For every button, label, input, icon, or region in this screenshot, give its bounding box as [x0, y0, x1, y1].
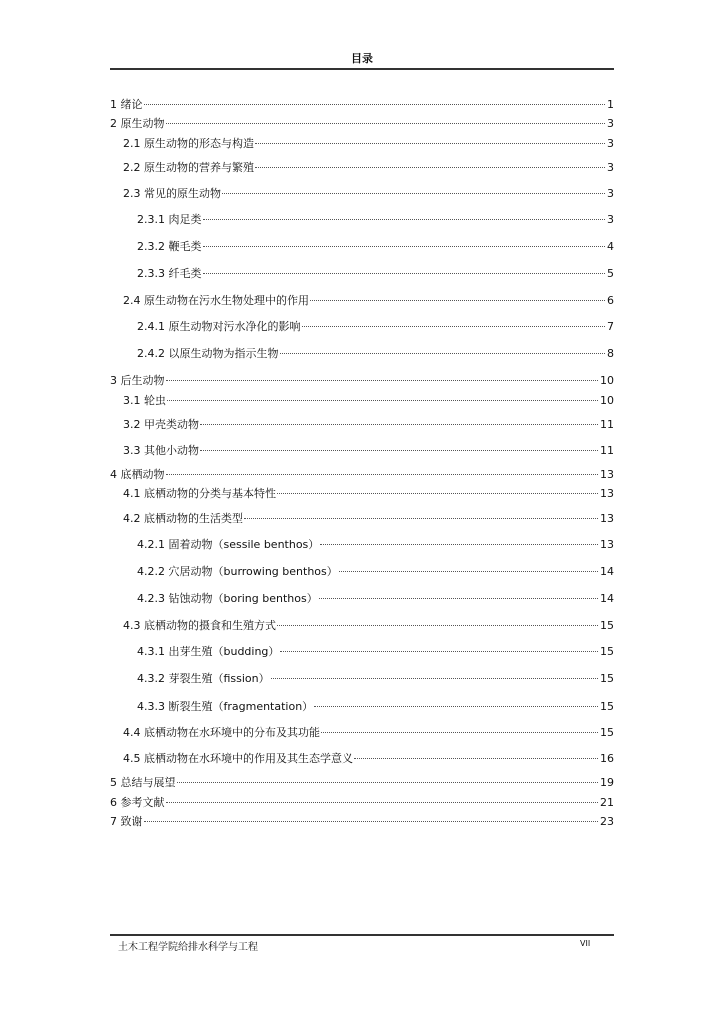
- dot-leader: [354, 758, 598, 759]
- dot-leader: [339, 571, 598, 572]
- toc-entry[interactable]: [110, 374, 614, 388]
- toc-entry[interactable]: [110, 776, 614, 790]
- toc-entry-page: 19: [600, 776, 614, 789]
- toc-entry-title: 4.3.1 出芽生殖（budding）: [137, 645, 280, 658]
- toc-entry-page: 3: [607, 213, 614, 226]
- toc-entry[interactable]: [110, 796, 614, 810]
- dot-leader: [321, 732, 598, 733]
- toc-entry-title: 2.4.2 以原生动物为指示生物: [137, 347, 279, 360]
- toc-entry-title: 6 参考文献: [110, 796, 165, 809]
- toc-entry-page: 10: [600, 394, 614, 407]
- toc-entry[interactable]: [137, 592, 614, 606]
- dot-leader: [166, 123, 606, 124]
- toc-entry-title: 4.2.2 穴居动物（burrowing benthos）: [137, 565, 338, 578]
- toc-entry-title: 2.4.1 原生动物对污水净化的影响: [137, 320, 301, 333]
- dot-leader: [166, 380, 599, 381]
- toc-entry-title: 2.2 原生动物的营养与繁殖: [123, 161, 254, 174]
- toc-entry-page: 15: [600, 672, 614, 685]
- toc-entry-page: 3: [607, 187, 614, 200]
- toc-entry[interactable]: [137, 672, 614, 686]
- toc-entry-page: 15: [600, 700, 614, 713]
- toc-entry[interactable]: [123, 487, 614, 501]
- toc-entry[interactable]: [123, 512, 614, 526]
- footer-page-number: VII: [580, 939, 591, 948]
- toc-entry-title: 3.3 其他小动物: [123, 444, 199, 457]
- page-title: 目录: [351, 52, 373, 65]
- toc-entry-title: 2.4 原生动物在污水生物处理中的作用: [123, 294, 309, 307]
- toc-entry-title: 3.1 轮虫: [123, 394, 166, 407]
- toc-entry-title: 4.3 底栖动物的摄食和生殖方式: [123, 619, 276, 632]
- toc-entry-page: 6: [607, 294, 614, 307]
- toc-entry[interactable]: [110, 815, 614, 829]
- dot-leader: [144, 104, 606, 105]
- toc-entry[interactable]: [110, 468, 614, 482]
- dot-leader: [319, 598, 598, 599]
- toc-entry-page: 16: [600, 752, 614, 765]
- toc-entry-title: 1 绪论: [110, 98, 143, 111]
- dot-leader: [280, 353, 606, 354]
- toc-entry-title: 4.2.1 固着动物（sessile benthos）: [137, 538, 320, 551]
- toc-entry[interactable]: [123, 294, 614, 308]
- toc-entry-page: 5: [607, 267, 614, 280]
- toc-entry[interactable]: [123, 619, 614, 633]
- toc-entry-page: 15: [600, 645, 614, 658]
- toc-entry[interactable]: [110, 98, 614, 112]
- toc-entry[interactable]: [123, 187, 614, 201]
- dot-leader: [166, 474, 599, 475]
- toc-entry[interactable]: [137, 213, 614, 227]
- toc-entry[interactable]: [137, 240, 614, 254]
- toc-entry-page: 10: [600, 374, 614, 387]
- dot-leader: [167, 400, 598, 401]
- toc-entry[interactable]: [110, 117, 614, 131]
- toc-entry[interactable]: [123, 752, 614, 766]
- toc-entry-title: 2 原生动物: [110, 117, 165, 130]
- toc-entry-title: 3.2 甲壳类动物: [123, 418, 199, 431]
- toc-entry-page: 13: [600, 512, 614, 525]
- toc-entry-title: 4.5 底栖动物在水环境中的作用及其生态学意义: [123, 752, 353, 765]
- toc-entry-title: 4.1 底栖动物的分类与基本特性: [123, 487, 276, 500]
- dot-leader: [222, 193, 605, 194]
- footer-divider: [110, 934, 614, 936]
- toc-entry-page: 1: [607, 98, 614, 111]
- toc-entry-page: 13: [600, 538, 614, 551]
- toc-entry[interactable]: [123, 444, 614, 458]
- toc-entry-title: 7 致谢: [110, 815, 143, 828]
- dot-leader: [200, 424, 598, 425]
- dot-leader: [277, 625, 598, 626]
- toc-entry-page: 7: [607, 320, 614, 333]
- dot-leader: [144, 821, 599, 822]
- footer-institution: 土木工程学院给排水科学与工程: [118, 942, 258, 953]
- toc-entry-title: 4.2.3 钻蚀动物（boring benthos）: [137, 592, 318, 605]
- toc-entry-page: 15: [600, 619, 614, 632]
- toc-entry-page: 3: [607, 137, 614, 150]
- dot-leader: [314, 706, 598, 707]
- toc-entry-title: 4.4 底栖动物在水环境中的分布及其功能: [123, 726, 320, 739]
- toc-entry-title: 2.1 原生动物的形态与构造: [123, 137, 254, 150]
- dot-leader: [166, 802, 599, 803]
- toc-entry-page: 13: [600, 487, 614, 500]
- toc-entry[interactable]: [137, 320, 614, 334]
- dot-leader: [320, 544, 598, 545]
- toc-entry-page: 3: [607, 161, 614, 174]
- toc-entry[interactable]: [137, 565, 614, 579]
- dot-leader: [203, 219, 606, 220]
- toc-entry-page: 23: [600, 815, 614, 828]
- toc-entry-title: 2.3.2 鞭毛类: [137, 240, 202, 253]
- toc-entry-page: 8: [607, 347, 614, 360]
- dot-leader: [203, 246, 606, 247]
- toc-entry-title: 4.3.2 芽裂生殖（fission）: [137, 672, 270, 685]
- dot-leader: [310, 300, 605, 301]
- toc-entry-page: 21: [600, 796, 614, 809]
- toc-entry-page: 13: [600, 468, 614, 481]
- toc-entry-page: 3: [607, 117, 614, 130]
- toc-entry[interactable]: [123, 418, 614, 432]
- toc-entry-title: 4.3.3 断裂生殖（fragmentation）: [137, 700, 314, 713]
- toc-entry-page: 4: [607, 240, 614, 253]
- toc-entry-page: 14: [600, 592, 614, 605]
- dot-leader: [255, 143, 605, 144]
- toc-entry[interactable]: [123, 137, 614, 151]
- toc-entry-title: 2.3 常见的原生动物: [123, 187, 221, 200]
- dot-leader: [244, 518, 598, 519]
- toc-entry[interactable]: [123, 394, 614, 408]
- toc-entry-page: 11: [600, 418, 614, 431]
- toc-entry-title: 2.3.1 肉足类: [137, 213, 202, 226]
- toc-entry-page: 15: [600, 726, 614, 739]
- toc-entry-title: 4.2 底栖动物的生活类型: [123, 512, 243, 525]
- toc-entry-title: 5 总结与展望: [110, 776, 176, 789]
- toc-entry[interactable]: [137, 538, 614, 552]
- toc-entry[interactable]: [123, 161, 614, 175]
- toc-entry[interactable]: [137, 347, 614, 361]
- toc-entry-page: 11: [600, 444, 614, 457]
- dot-leader: [280, 651, 598, 652]
- dot-leader: [203, 273, 606, 274]
- dot-leader: [200, 450, 598, 451]
- toc-entry-title: 2.3.3 纤毛类: [137, 267, 202, 280]
- dot-leader: [271, 678, 598, 679]
- dot-leader: [177, 782, 599, 783]
- dot-leader: [255, 167, 605, 168]
- toc-entry-page: 14: [600, 565, 614, 578]
- toc-entry[interactable]: [137, 267, 614, 281]
- dot-leader: [302, 326, 606, 327]
- toc-entry[interactable]: [137, 645, 614, 659]
- toc-entry[interactable]: [137, 700, 614, 714]
- toc-entry[interactable]: [123, 726, 614, 740]
- dot-leader: [277, 493, 598, 494]
- toc-entry-title: 4 底栖动物: [110, 468, 165, 481]
- toc-entry-title: 3 后生动物: [110, 374, 165, 387]
